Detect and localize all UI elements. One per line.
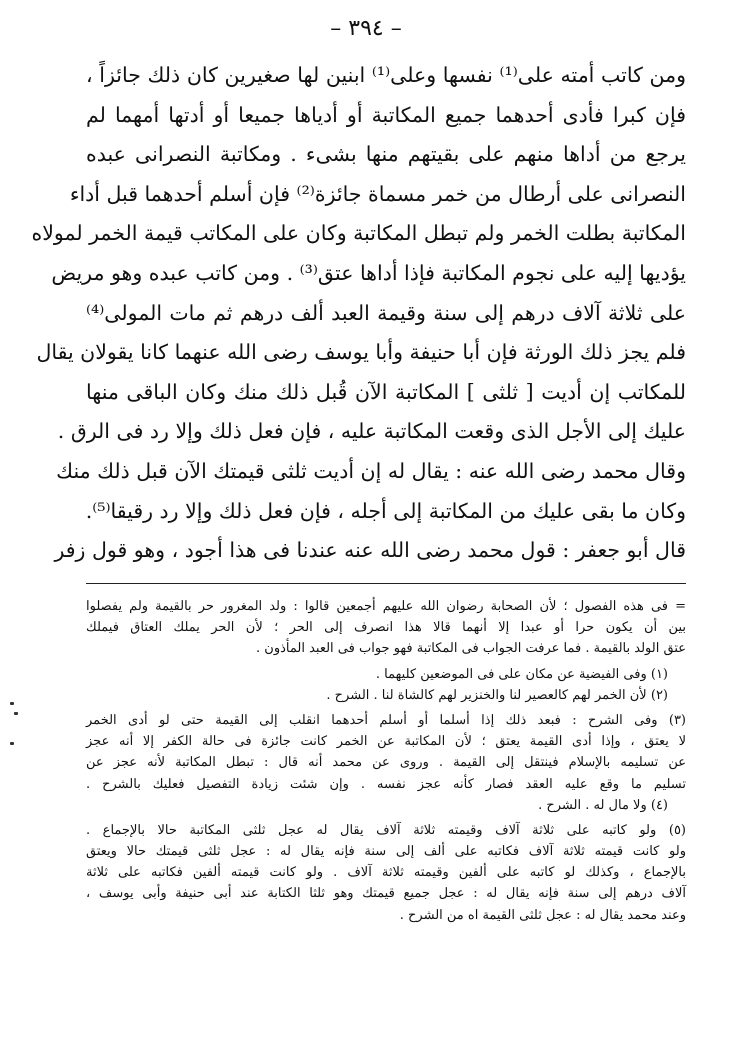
main-line: وكان ما بقى عليك من المكاتبة إلى أجله ، فإن فعل ذلك وإلا رد رقيقا⁽⁵⁾. <box>85 498 686 523</box>
main-line: فلم يجز ذلك الورثة فإن أبا حنيفة وأبا يوسف رضى الله عنهما كانا يقولان يقال <box>36 340 686 365</box>
footnote-3-line: (٣) وفى الشرح : فبعد ذلك إذا أسلما أو أسلم أحدهما انقلب إلى القيمة حتى لو أدى الخمر <box>86 712 686 728</box>
main-line: ومن كاتب أمته على⁽¹⁾ نفسها وعلى⁽¹⁾ ابنين لها صغيرين كان ذلك جائزاً ، <box>86 63 686 87</box>
main-line: المكاتبة بطلت الخمر ولم تبطل المكاتبة وكان على المكاتب قيمة الخمر لمولاه <box>31 221 686 246</box>
main-line: عليك إلى الأجل الذى وقعت المكاتبة عليه ، فإن فعل ذلك وإلا رد فى الرق . <box>57 419 686 444</box>
page-number: – ٣٩٤ – <box>330 16 402 41</box>
main-line: على ثلاثة آلاف درهم إلى سنة وقيمة العبد ألف درهم ثم مات المولى⁽⁴⁾ <box>86 300 686 325</box>
footnote-separator <box>86 583 686 584</box>
main-line: للمكاتب إن أديت [ ثلثى ] المكاتبة الآن قُبل ذلك منك وكان الباقى منها <box>86 379 686 404</box>
footnote-5-line: وعند محمد يقال له : عجل ثلثى القيمة اه من الشرح . <box>399 907 686 923</box>
footnotes-section <box>86 596 686 926</box>
footnote-5-line: بالإجماع ، وكذلك لو كاتبه على ألفين وقيمته ثلاثة آلاف . ولو كانت قيمته ألفين فكاتبه على ثلاثة <box>86 865 686 881</box>
main-line: فإن كبرا فأدى أحدهما جميع المكاتبة أو أدياها جميعا أو أدتها أمهما لم <box>86 102 686 127</box>
footnote-3-line: تسليم ما وقع عليه العقد فصار كأنه عجز نفسه . وإن شئت زيادة التفصيل فعليك بالشرح . <box>86 776 686 792</box>
footnote-1: (١) وفى الفيضية عن مكان على فى الموضعين كليهما . <box>375 666 668 682</box>
footnote-continuation-line: = فى هذه الفصول ؛ لأن الصحابة رضوان الله عليهم أجمعين قالوا : ولد المغرور حر بالقيمة ولم يفصلوا <box>86 599 686 614</box>
footnote-5-line: آلاف درهم إلى سنة فإنه يقال له : عجل جميع قيمتك وهو ثلثا الكتابة عند أبى حنيفة وأبى يوسف ، <box>86 886 686 902</box>
main-line: وقال محمد رضى الله عنه : يقال له إن أديت ثلثى قيمتك الآن قبل ذلك منك <box>56 458 686 483</box>
footnote-5-line: ولو كانت قيمته ثلاثة آلاف فكاتبه على ألف إلى سنة فإنه يقال له : عجل ثلثى قيمتك حالا ويعتق <box>86 844 686 860</box>
main-line: النصرانى على أرطال من خمر مسماة جائزة⁽²⁾ فإن أسلم أحدهما قبل أداء <box>69 181 686 206</box>
main-line: يؤديها إليه على نجوم المكاتبة فإذا أداها عتق⁽³⁾ . ومن كاتب عبده وهو مريض <box>51 260 686 285</box>
footnote-continuation-line: بين أن يكون حرا أو عبدا إلا أنهما قالا هذا انصرف إلى الحر ؛ لأن الحر يملك العتاق فيملك <box>86 620 686 636</box>
footnote-3-line: عن تسليمه بالإسلام فينتقل إلى القيمة . وروى عن محمد أنه قال : تبطل المكاتبة لأنه عجز عن <box>86 755 686 771</box>
main-body-text <box>31 56 686 571</box>
footnote-2: (٢) لأن الخمر لهم كالعصير لنا والخنزير لهم كالشاة لنا . الشرح . <box>326 687 668 703</box>
main-line: قال أبو جعفر : قول محمد رضى الله عنه عندنا فى هذا أجود ، وهو قول زفر <box>54 538 686 563</box>
footnote-continuation-line: عتق الولد بالقيمة . فما عرفت الجواب فى المكاتبة فهو جواب فى العبد المأذون . <box>256 641 686 657</box>
main-line: يرجع من أداها منهم على بقيتهم منها بشىء . ومكاتبة النصرانى عبده <box>86 142 686 167</box>
footnote-3-line: لا يعتق ، وإذا أدى القيمة يعتق ؛ لأن المكاتبة عن الخمر كانت جائزة فى حالة الكفر إلا أنه عجز <box>86 734 686 750</box>
footnote-4: (٤) ولا مال له . الشرح . <box>538 797 668 813</box>
footnote-5-line: (٥) ولو كاتبه على ثلاثة آلاف وقيمته ثلاثة آلاف يقال له عجل ثلثى المكاتبة حالا بالإجماع . <box>86 822 686 838</box>
